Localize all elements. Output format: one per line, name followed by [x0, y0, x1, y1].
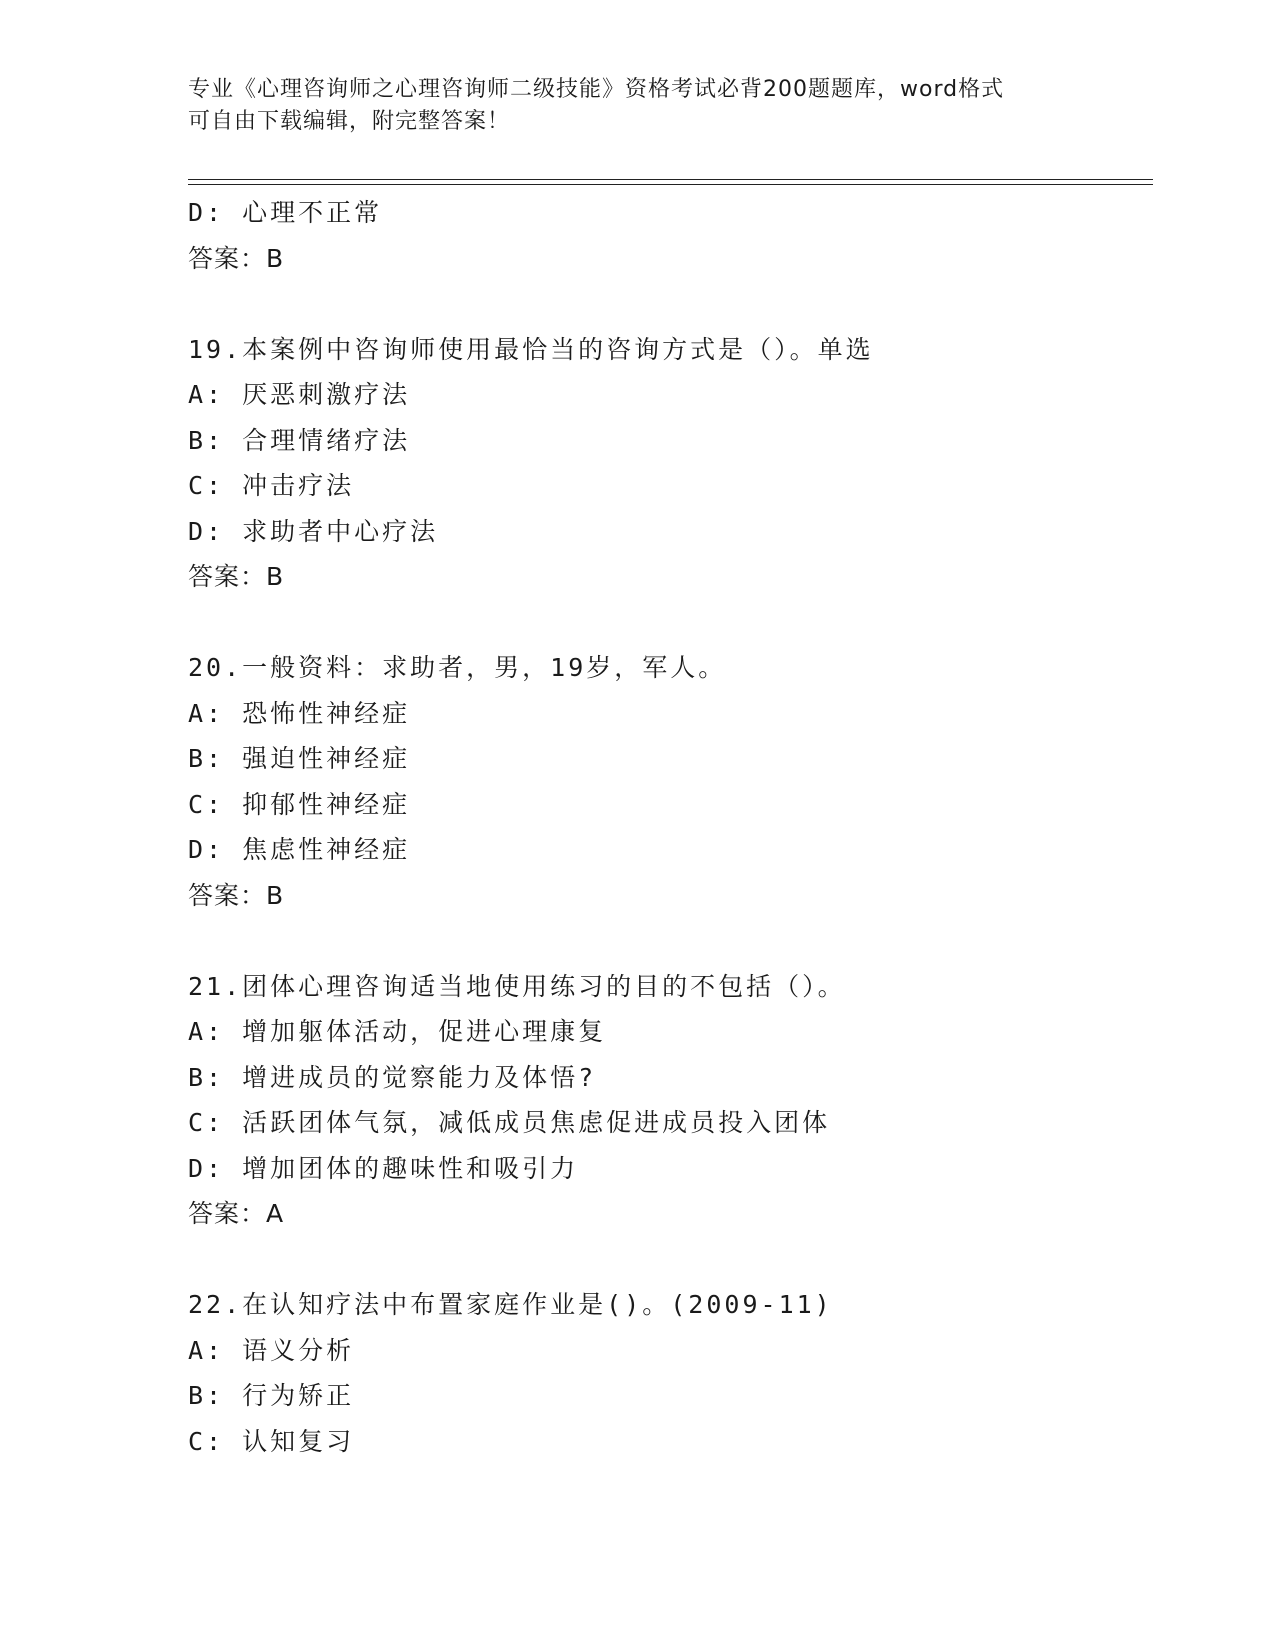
header-rule-top — [188, 179, 1153, 180]
option-d: D: 心理不正常 — [188, 198, 383, 227]
question-20-option-b: B: 强迫性神经症 — [188, 744, 411, 773]
question-19-option-d: D: 求助者中心疗法 — [188, 516, 439, 546]
document-header — [188, 74, 1088, 138]
spacer — [188, 600, 1148, 646]
question-21-answer: 答案：A — [188, 1199, 285, 1228]
question-22-option-a: A: 语义分析 — [188, 1335, 355, 1365]
question-list — [188, 190, 1148, 1464]
question-22-stem: 22.在认知疗法中布置家庭作业是()。(2009-11) — [188, 1290, 833, 1319]
question-19-option-a: A: 厌恶刺激疗法 — [188, 380, 411, 409]
question-19-stem: 19.本案例中咨询师使用最恰当的咨询方式是（）。单选 — [188, 334, 874, 364]
question-21-stem: 21.团体心理咨询适当地使用练习的目的不包括（）。 — [188, 971, 846, 1001]
question-19-option-b: B: 合理情绪疗法 — [188, 425, 411, 455]
question-20-option-c: C: 抑郁性神经症 — [188, 789, 411, 819]
question-19-answer: 答案：B — [188, 562, 285, 591]
question-20-option-a: A: 恐怖性神经症 — [188, 698, 411, 728]
question-20-answer: 答案：B — [188, 880, 285, 910]
answer-line: 答案：B — [188, 243, 285, 273]
header-rule-bottom — [188, 184, 1153, 185]
header-title-line: 专业《心理咨询师之心理咨询师二级技能》资格考试必背200题题库，word格式 — [188, 77, 1005, 102]
question-21-option-b: B: 增进成员的觉察能力及体悟? — [188, 1062, 597, 1092]
question-19-option-c: C: 冲击疗法 — [188, 471, 355, 500]
question-21-option-c: C: 活跃团体气氛，减低成员焦虑促进成员投入团体 — [188, 1108, 831, 1137]
question-20-option-d: D: 焦虑性神经症 — [188, 835, 411, 864]
question-22-option-c: C: 认知复习 — [188, 1426, 355, 1456]
header-subtitle-line: 可自由下载编辑，附完整答案！ — [188, 109, 511, 134]
spacer — [188, 918, 1148, 964]
question-20-stem: 20.一般资料：求助者，男，19岁，军人。 — [188, 653, 727, 682]
question-21-option-d: D: 增加团体的趣味性和吸引力 — [188, 1153, 579, 1183]
spacer — [188, 1237, 1148, 1283]
question-21-option-a: A: 增加躯体活动，促进心理康复 — [188, 1017, 607, 1046]
spacer — [188, 281, 1148, 327]
question-22-option-b: B: 行为矫正 — [188, 1381, 355, 1410]
